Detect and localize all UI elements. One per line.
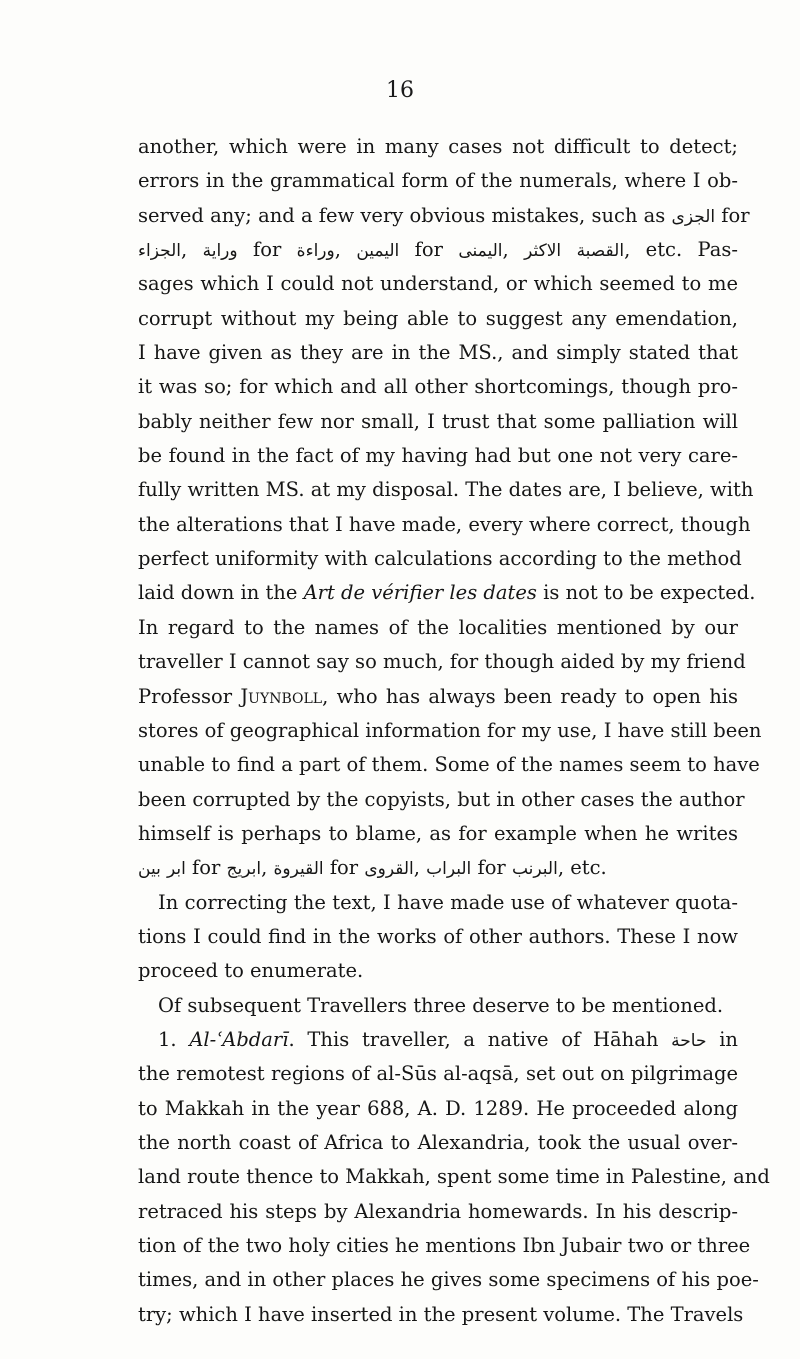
italic-text: Art de vérifier les dates [303,581,537,605]
text-segment: be found in the fact of my having had but one not very care- [138,444,738,468]
arabic-word: الاكثر [524,241,562,262]
text-segment: traveller I cannot say so much, for though aided by my friend [138,650,746,674]
text-segment: unable to find a part of them. Some of the names seem to have [138,753,760,777]
text-segment: Of subsequent Travellers three deserve to be mentioned. [158,993,724,1017]
text-line [138,645,746,679]
text-line [138,542,742,576]
text-segment: for [237,238,297,262]
text-segment: perfect uniformity with calculations according to the method [138,547,742,571]
text-segment: proceed to enumerate. [138,959,364,983]
text-line [138,1092,738,1126]
text-segment: to Makkah in the year 688, A. D. 1289. He proceeded along [138,1096,738,1120]
text-line [138,473,754,507]
text-line [138,611,738,645]
text-line [138,233,738,267]
text-line [138,714,762,748]
text-line [138,1160,770,1194]
text-segment: the north coast of Africa to Alexandria, took the usual over- [138,1130,738,1154]
text-segment: tion of the two holy cities he mentions Ibn Jubair two or three [138,1234,751,1257]
text-line [138,336,738,370]
arabic-word: حاحة [671,1030,707,1051]
text-segment: served any; and a few very obvious mistakes, such as [138,203,672,227]
text-segment: In correcting the text, I have made use of whatever quota- [158,890,738,914]
text-segment: , etc. Pas- [624,238,739,262]
body-text [138,130,770,1332]
text-line [138,130,738,164]
text-segment: , [261,856,274,880]
text-segment: . This traveller, a native of Hāhah [288,1027,672,1051]
text-line [138,748,760,782]
text-segment: in [706,1027,738,1051]
text-segment: laid down in the [138,581,304,605]
text-segment: In regard to the names of the localities mentioned by our [138,615,738,639]
text-segment: himself is perhaps to blame, as for example when he writes [138,821,738,845]
text-segment: the alterations that I have made, every where correct, though [138,512,751,536]
text-line [138,1126,738,1160]
text-segment: , [413,856,427,880]
text-segment: corrupt without my being able to suggest any emendation, [138,306,738,330]
text-line [138,989,738,1023]
text-segment: tions I could find in the works of other authors. These I now [138,924,738,948]
arabic-word: الجزى [671,206,716,227]
text-line [138,954,738,988]
text-segment: I have given as they are in the MS., and simply stated that [138,341,738,365]
text-line [138,886,738,920]
text-segment: for [399,238,459,262]
text-segment: fully written MS. at my disposal. The dates are, I believe, with [138,478,754,502]
text-line [138,508,751,542]
arabic-word: بين [138,859,161,880]
text-line [138,164,738,198]
text-segment: times, and in other places he gives some specimens of his poe- [138,1268,759,1292]
text-segment: try; which I have inserted in the present volume. The Travels [138,1302,744,1326]
arabic-word: وراءة [296,241,335,262]
arabic-word: اليمين [356,241,400,262]
arabic-word: ابريج [226,859,262,880]
text-line [138,817,738,851]
text-line [138,680,738,714]
text-line [138,783,745,817]
text-line [138,199,750,233]
arabic-word: وراية [202,241,238,262]
text-line [138,370,738,404]
arabic-word: القيروة [273,859,324,880]
text-line [138,1057,738,1091]
text-line [138,851,738,885]
page-number: 16 [386,78,414,103]
text-segment: 1. [158,1027,190,1051]
text-segment: the remotest regions of al-Sūs al-aqsā, set out on pilgrimage [138,1062,738,1086]
text-segment: bably neither few nor small, I trust that some palliation will [138,409,738,433]
text-segment: Professor [138,684,241,708]
text-line [138,1023,738,1057]
italic-text: Al-ʿAbdarī [189,1027,289,1051]
text-line [138,405,738,439]
text-line [138,1298,744,1332]
text-segment: errors in the grammatical form of the numerals, where I ob- [138,169,738,193]
text-line [138,302,738,336]
text-segment: for [471,856,512,880]
text-line [138,1195,738,1229]
arabic-word: القروى [364,859,414,880]
text-segment: sages which I could not understand, or which seemed to me [138,272,738,296]
text-segment: for [185,856,227,880]
smallcaps-name: Juynboll [240,684,323,708]
text-line [138,576,756,610]
text-segment: another, which were in many cases not difficult to detect; [138,135,738,158]
text-segment: , [334,238,357,262]
arabic-word: اليمنى [458,241,503,262]
text-segment: for [715,203,750,227]
text-segment: , who has always been ready to open his [322,684,739,708]
text-segment: stores of geographical information for my use, I have still been [138,718,762,742]
text-segment: is not to be expected. [536,581,756,605]
arabic-word: الجزاء [138,241,181,262]
text-segment: retraced his steps by Alexandria homewards. In his descrip- [138,1199,738,1223]
text-segment: for [323,856,365,880]
arabic-word: ابر [167,859,186,880]
text-line [138,439,738,473]
text-segment: land route thence to Makkah, spent some time in Palestine, and [138,1165,770,1189]
text-line [138,267,738,301]
text-segment [561,238,576,261]
text-line [138,1229,751,1263]
arabic-word: القصبة [576,241,625,262]
text-segment: , etc. [557,856,607,880]
text-segment: it was so; for which and all other shortcomings, though pro- [138,375,738,399]
arabic-word: البرنب [511,859,558,880]
arabic-word: البراب [426,859,472,880]
text-line [138,920,738,954]
text-segment: , [502,238,525,262]
text-segment: been corrupted by the copyists, but in other cases the author [138,787,745,811]
text-line [138,1263,759,1297]
text-segment: , [180,238,203,262]
